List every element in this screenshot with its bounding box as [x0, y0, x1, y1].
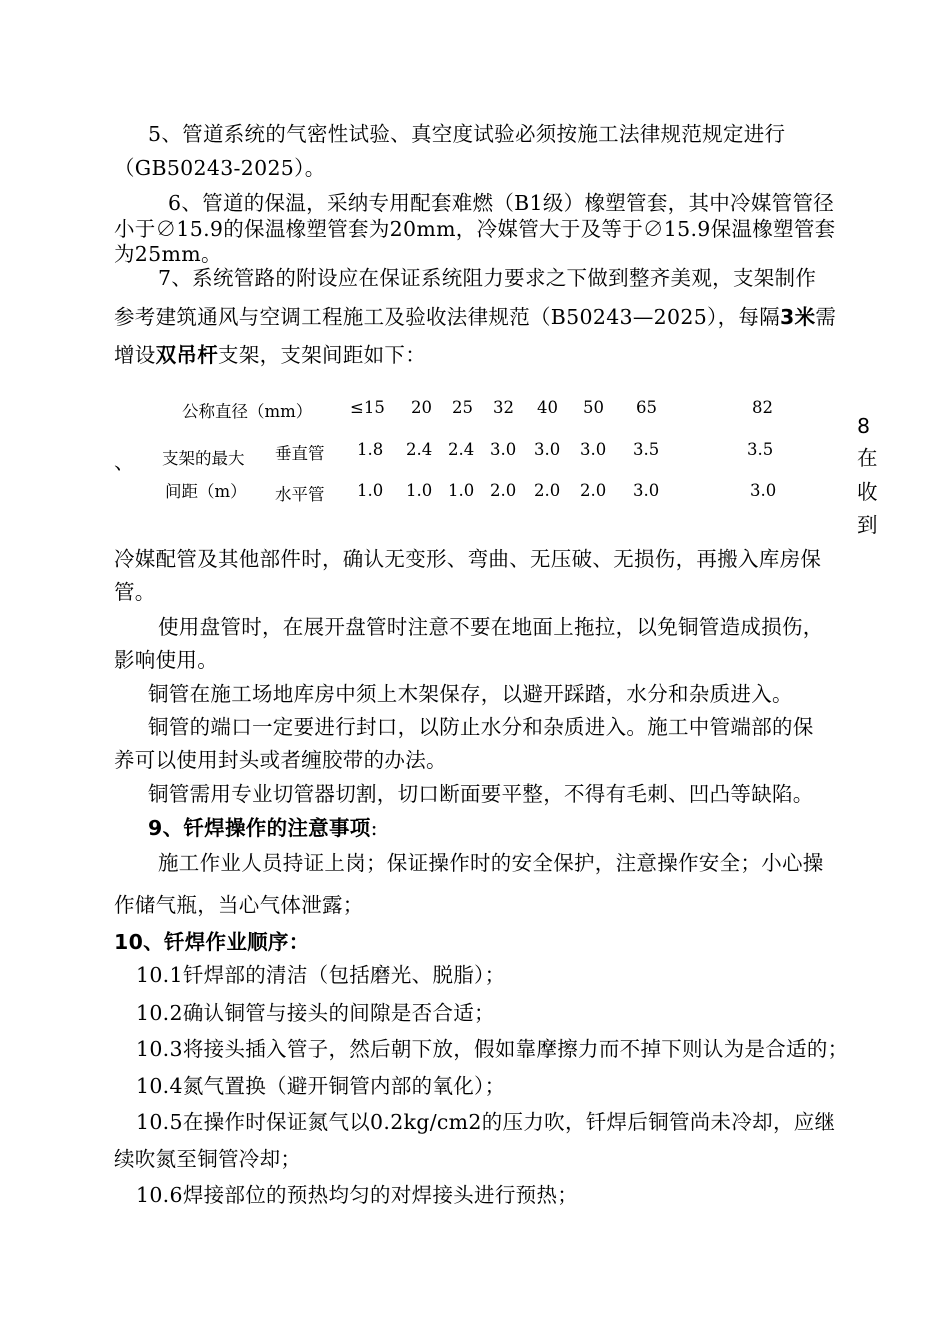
- section-8-side-char: 在: [857, 446, 878, 470]
- section-5-line-2: （GB50243-2025）。: [114, 156, 326, 180]
- vertical-value: 2.4: [406, 440, 433, 459]
- step-10-5-line-2: 续吹氮至铜管冷却；: [114, 1147, 302, 1171]
- section-5-line-1: 5、管道系统的气密性试验、真空度试验必须按施工法律规范规定进行: [148, 122, 786, 146]
- vertical-value: 3.0: [490, 440, 517, 459]
- step-10-4: 10.4氮气置换（避开铜管内部的氧化）；: [136, 1074, 506, 1098]
- horizontal-value: 1.0: [448, 481, 475, 500]
- horizontal-value: 1.0: [406, 481, 433, 500]
- section-6-line-2: 小于∅15.9的保温橡塑管套为20mm，冷媒管大于及等于∅15.9保温橡塑管套: [114, 217, 836, 241]
- horizontal-value: 3.0: [633, 481, 660, 500]
- section-8-number: 8: [857, 414, 871, 438]
- section-6-line-3: 为25mm。: [114, 242, 222, 266]
- diameter-cell: 25: [452, 398, 473, 417]
- diameter-cell: 32: [493, 398, 514, 417]
- row-label-line-1: 支架的最大: [162, 449, 245, 468]
- vertical-value: 2.4: [448, 440, 475, 459]
- coil-pipe-line-1: 使用盘管时，在展开盘管时注意不要在地面上拖拉，以免铜管造成损伤，: [158, 615, 824, 639]
- section-7-line-3-prefix: 增设: [114, 343, 156, 367]
- diameter-cell: 20: [411, 398, 432, 417]
- step-10-1: 10.1钎焊部的清洁（包括磨光、脱脂）；: [136, 963, 506, 987]
- section-7-line-2: [114, 305, 836, 329]
- section-9-heading: [148, 816, 378, 840]
- table-header-label: 公称直径（mm）: [182, 402, 313, 421]
- diameter-cell: 82: [752, 398, 773, 417]
- step-10-6: 10.6焊接部位的预热均匀的对焊接头进行预热；: [136, 1183, 579, 1207]
- section-8-side-char: 收: [857, 480, 878, 504]
- section-8-side-char: 到: [857, 513, 878, 537]
- section-9-line-2: 作储气瓶，当心气体泄露；: [114, 893, 364, 917]
- section-9-heading-text: 9、钎焊操作的注意事项: [148, 816, 371, 840]
- horizontal-pipe-label: 水平管: [275, 485, 325, 504]
- step-10-5-line-1: 10.5在操作时保证氮气以0.2kg/cm2的压力吹，钎焊后铜管尚未冷却，应继: [136, 1110, 836, 1134]
- sealing-line-2: 养可以使用封头或者缠胶带的办法。: [114, 748, 447, 772]
- section-6-line-1: 6、管道的保温，采纳专用配套难燃（B1级）橡塑管套，其中冷媒管管径: [168, 191, 835, 215]
- section-8-enumeration-mark: 、: [114, 450, 135, 474]
- vertical-pipe-label: 垂直管: [275, 444, 325, 463]
- sealing-line-1: 铜管的端口一定要进行封口，以防止水分和杂质进入。施工中管端部的保: [148, 715, 814, 739]
- section-10-heading: 10、钎焊作业顺序：: [114, 930, 310, 954]
- horizontal-value: 2.0: [534, 481, 561, 500]
- section-8-line-1: 冷媒配管及其他部件时，确认无变形、弯曲、无压破、无损伤，再搬入库房保: [114, 547, 822, 571]
- vertical-value: 1.8: [357, 440, 384, 459]
- double-hanger-rod: 双吊杆: [155, 343, 219, 367]
- section-7-line-1: 7、系统管路的附设应在保证系统阻力要求之下做到整齐美观，支架制作: [158, 266, 817, 290]
- section-7-line-2-end: 需: [815, 305, 837, 329]
- diameter-cell: 50: [583, 398, 604, 417]
- section-9-line-1: 施工作业人员持证上岗；保证操作时的安全保护，注意操作安全；小心操: [158, 851, 824, 875]
- section-9-heading-colon: :: [370, 816, 378, 840]
- step-10-2: 10.2确认铜管与接头的间隙是否合适；: [136, 1001, 495, 1025]
- section-7-line-3-suffix: 支架，支架间距如下：: [218, 343, 427, 367]
- diameter-cell: 40: [537, 398, 558, 417]
- section-7-line-2-text: 参考建筑通风与空调工程施工及验收法律规范（B50243—2025），每隔: [114, 305, 780, 329]
- step-10-3: 10.3将接头插入管子，然后朝下放，假如靠摩擦力而不掉下则认为是合适的；: [136, 1037, 849, 1061]
- vertical-value: 3.0: [580, 440, 607, 459]
- horizontal-value: 1.0: [357, 481, 384, 500]
- horizontal-value: 2.0: [490, 481, 517, 500]
- horizontal-value: 3.0: [750, 481, 777, 500]
- section-8-line-2: 管。: [114, 580, 156, 604]
- vertical-value: 3.5: [747, 440, 774, 459]
- diameter-cell: 65: [636, 398, 657, 417]
- cutting-line: 铜管需用专业切管器切割，切口断面要平整，不得有毛刺、凹凸等缺陷。: [148, 782, 814, 806]
- vertical-value: 3.5: [633, 440, 660, 459]
- coil-pipe-line-2: 影响使用。: [114, 648, 218, 672]
- row-label-line-2: 间距（m）: [165, 482, 247, 501]
- vertical-value: 3.0: [534, 440, 561, 459]
- spacing-3m: 3米: [780, 305, 816, 329]
- diameter-cell: ≤15: [350, 398, 385, 417]
- storage-line: 铜管在施工场地库房中须上木架保存，以避开踩踏，水分和杂质进入。: [148, 682, 793, 706]
- section-7-line-3: [114, 343, 426, 367]
- horizontal-value: 2.0: [580, 481, 607, 500]
